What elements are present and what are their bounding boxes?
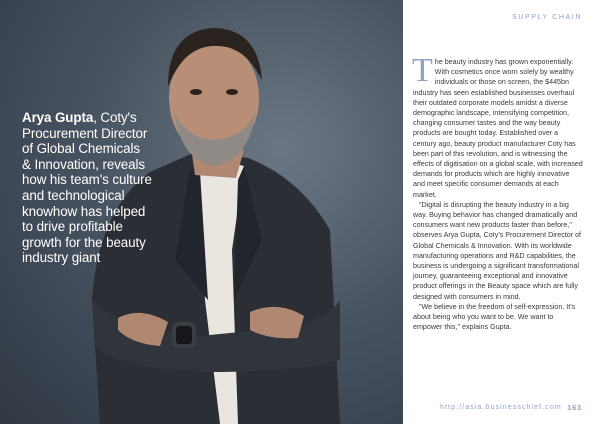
intro-name: Arya Gupta	[22, 110, 94, 125]
article-body	[412, 52, 583, 332]
footer-url[interactable]: http://asia.businesschief.com	[440, 404, 562, 411]
paragraph-1-text: he beauty industry has grown exponentially. With cosmetics once worn solely by wealthy individuals or those on screen, the $445bn industry has seen established businesses overhaul their outdated corporate models amidst a diverse demographic landscape, intensifying competition, changing consumer tastes and the way beauty products are bought today. Established over a century ago, beauty product manufacturer Coty has been part of this revolution, and is witnessing the effects of digitisation on a global scale, with increased demands for products which are highly innovative and meet specific consumer demands at each market.	[413, 58, 583, 199]
intro-text	[22, 110, 152, 266]
article-paragraph-2: "Digital is disrupting the beauty industry in a big way. Buying behavior has changed dramatically and consumers want new products faster than before," observes Arya Gupta, Coty's Procurement Director of Global Chemicals & Innovation. With its worldwide manufacturing operations and R&D capabilities, the business is undergoing a significant transformational journey, guaranteeing exceptional and innovative product offerings in the Beauty space which are fully designed with consumers in mind.	[413, 200, 582, 301]
page-number: 163	[567, 403, 582, 412]
drop-cap: T	[412, 52, 433, 89]
article-paragraph-1	[412, 52, 583, 200]
section-header: SUPPLY CHAIN	[512, 14, 582, 21]
article-paragraph-3: "We believe in the freedom of self-expression. It's about being who you want to be. We want to empower this," explains Gupta.	[413, 302, 576, 332]
intro-body: , Coty's Procurement Director of Global Chemicals & Innovation, reveals how his team's culture and technological knowhow has helped to drive profitable growth for the beauty industry giant	[22, 110, 152, 266]
